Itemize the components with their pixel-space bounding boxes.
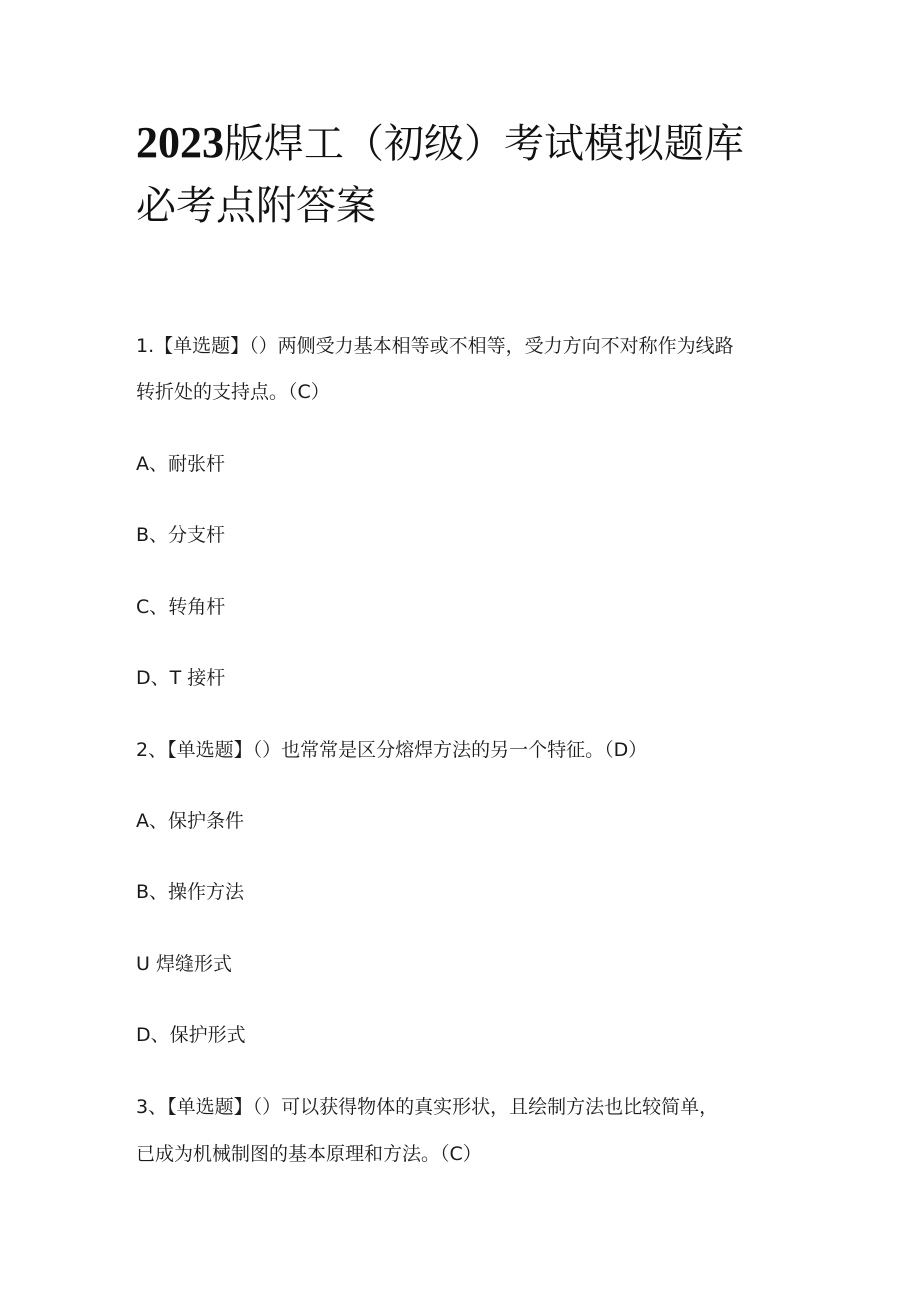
title-line1-rest: 版焊工（初级）考试模拟题库 xyxy=(224,121,744,167)
question-3-stem-line2: 已成为机械制图的基本原理和方法。（C） xyxy=(136,1143,482,1165)
question-3-stem-line1: 3、【单选题】（）可以获得物体的真实形状，且绘制方法也比较简单， xyxy=(136,1096,719,1118)
document-title xyxy=(136,112,796,237)
question-1-stem-line2: 转折处的支持点。（C） xyxy=(136,381,330,403)
question-1-option-a: A、耐张杆 xyxy=(136,453,225,475)
question-2-option-c: U 焊缝形式 xyxy=(136,953,232,975)
title-year: 2023 xyxy=(136,118,224,167)
question-1-option-d: D、T 接杆 xyxy=(136,667,226,689)
question-1-option-c: C、转角杆 xyxy=(136,596,226,618)
question-2-option-d: D、保护形式 xyxy=(136,1024,246,1046)
question-1-stem-line1: 1.【单选题】（）两侧受力基本相等或不相等，受力方向不对称作为线路 xyxy=(136,335,734,357)
question-2-option-b: B、操作方法 xyxy=(136,881,245,903)
title-line2: 必考点附答案 xyxy=(136,183,376,229)
question-2-stem-line1: 2、【单选题】（）也常常是区分熔焊方法的另一个特征。（D） xyxy=(136,739,648,761)
question-1-option-b: B、分支杆 xyxy=(136,524,226,546)
question-2-option-a: A、保护条件 xyxy=(136,810,244,832)
